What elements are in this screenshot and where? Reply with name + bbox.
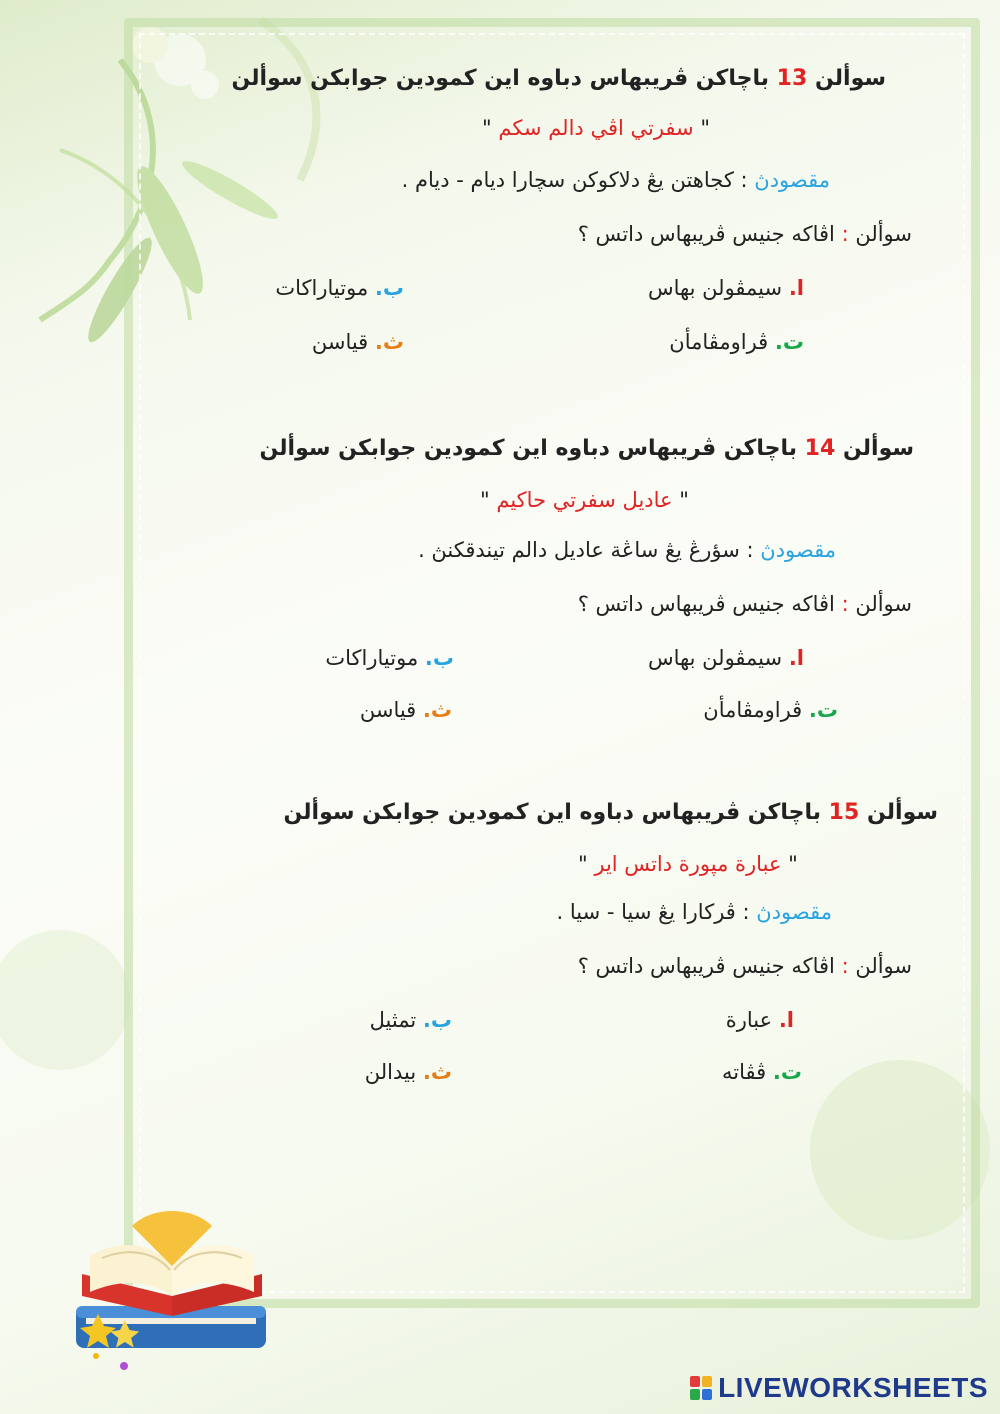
option-b[interactable]	[275, 276, 404, 300]
phrase-text: سفرتي اڤي دالم سکم	[498, 116, 694, 140]
ask-colon: :	[841, 592, 849, 616]
option-letter: ت.	[772, 1060, 802, 1084]
quote-mark-close: "	[480, 488, 490, 512]
option-text: سيمڤولن بهاس	[647, 646, 783, 670]
option-text: ڤڤاته	[722, 1060, 767, 1084]
option-th[interactable]	[365, 1060, 452, 1084]
question-13-phrase	[482, 116, 710, 140]
quote-mark-open: "	[788, 852, 798, 876]
option-text: ڤراومڤامأن	[669, 330, 769, 354]
option-letter: ا.	[788, 276, 804, 300]
ask-label: سوألن	[855, 222, 912, 246]
quote-mark-close: "	[578, 852, 588, 876]
open-book-icon	[62, 1196, 282, 1376]
question-13-title	[232, 66, 887, 91]
quote-mark-close: "	[482, 116, 492, 140]
option-th[interactable]	[360, 698, 452, 722]
quote-mark-open: "	[679, 488, 689, 512]
ask-colon: :	[841, 222, 849, 246]
meaning-colon: :	[740, 168, 748, 192]
option-letter: ث.	[374, 330, 404, 354]
option-b[interactable]	[325, 646, 454, 670]
title-suffix: باچاکن ڤريبهاس دباوه اين کمودين جوابکن سوألن	[231, 66, 769, 91]
question-15-title	[284, 800, 939, 825]
meaning-label: مقصودڽ	[754, 168, 830, 192]
option-t[interactable]	[703, 698, 838, 722]
option-letter: ت.	[774, 330, 804, 354]
question-13-ask	[578, 222, 912, 246]
page-frame	[124, 18, 980, 1308]
meaning-colon: :	[742, 900, 750, 924]
option-b[interactable]	[370, 1008, 452, 1032]
question-13-meaning	[402, 168, 830, 192]
question-15-ask	[578, 954, 912, 978]
ask-text: اڤاکه جنيس ڤريبهاس داتس ؟	[577, 222, 835, 246]
question-number: 15	[828, 800, 860, 825]
option-text: سيمڤولن بهاس	[647, 276, 783, 300]
meaning-colon: :	[746, 538, 754, 562]
meaning-text: کجاهتن يڠ دلاکوکن سچارا ديام - ديام .	[401, 168, 734, 192]
question-number: 14	[804, 436, 836, 461]
liveworksheets-brand	[690, 1372, 988, 1404]
question-14-ask	[578, 592, 912, 616]
ask-text: اڤاکه جنيس ڤريبهاس داتس ؟	[577, 954, 835, 978]
option-th[interactable]	[312, 330, 404, 354]
option-letter: ب.	[424, 646, 454, 670]
question-number: 13	[776, 66, 808, 91]
meaning-text: سؤرڠ يڠ ساڠة عاديل دالم تيندقکنڽ .	[418, 538, 740, 562]
ask-colon: :	[841, 954, 849, 978]
brand-text: LIVEWORKSHEETS	[718, 1372, 988, 1403]
option-letter: ا.	[778, 1008, 794, 1032]
option-letter: ا.	[788, 646, 804, 670]
option-text: عبارة	[725, 1008, 773, 1032]
phrase-text: عبارة مپورة داتس اير	[594, 852, 782, 876]
phrase-text: عاديل سفرتي حاکيم	[496, 488, 673, 512]
option-text: موتياراکات	[325, 646, 419, 670]
option-letter: ب.	[374, 276, 404, 300]
option-letter: ب.	[422, 1008, 452, 1032]
question-14-phrase	[480, 488, 689, 512]
option-a[interactable]	[726, 1008, 794, 1032]
option-text: بيدالن	[364, 1060, 417, 1084]
option-text: موتياراکات	[275, 276, 369, 300]
option-a[interactable]	[648, 646, 804, 670]
question-14-meaning	[418, 538, 836, 562]
question-15-meaning	[557, 900, 832, 924]
title-prefix: سوألن	[866, 800, 938, 825]
meaning-text: ڤرکارا يڠ سيا - سيا .	[556, 900, 736, 924]
liveworksheets-logo-icon	[690, 1376, 712, 1400]
option-letter: ت.	[808, 698, 838, 722]
title-prefix: سوألن	[814, 66, 886, 91]
title-suffix: باچاکن ڤريبهاس دباوه اين کمودين جوابکن سوألن	[283, 800, 821, 825]
option-t[interactable]	[669, 330, 804, 354]
ask-label: سوألن	[855, 592, 912, 616]
ask-text: اڤاکه جنيس ڤريبهاس داتس ؟	[577, 592, 835, 616]
question-14-title	[260, 436, 915, 461]
question-15-phrase	[578, 852, 798, 876]
option-t[interactable]	[722, 1060, 802, 1084]
ask-label: سوألن	[855, 954, 912, 978]
option-text: قياسن	[359, 698, 417, 722]
option-a[interactable]	[648, 276, 804, 300]
meaning-label: مقصودڽ	[756, 900, 832, 924]
meaning-label: مقصودڽ	[760, 538, 836, 562]
option-text: ڤراومڤامأن	[703, 698, 803, 722]
title-suffix: باچاکن ڤريبهاس دباوه اين کمودين جوابکن سوألن	[259, 436, 797, 461]
option-letter: ث.	[422, 1060, 452, 1084]
quote-mark-open: "	[700, 116, 711, 140]
option-text: قياسن	[311, 330, 369, 354]
title-prefix: سوألن	[842, 436, 914, 461]
option-letter: ث.	[422, 698, 452, 722]
option-text: تمثيل	[369, 1008, 417, 1032]
